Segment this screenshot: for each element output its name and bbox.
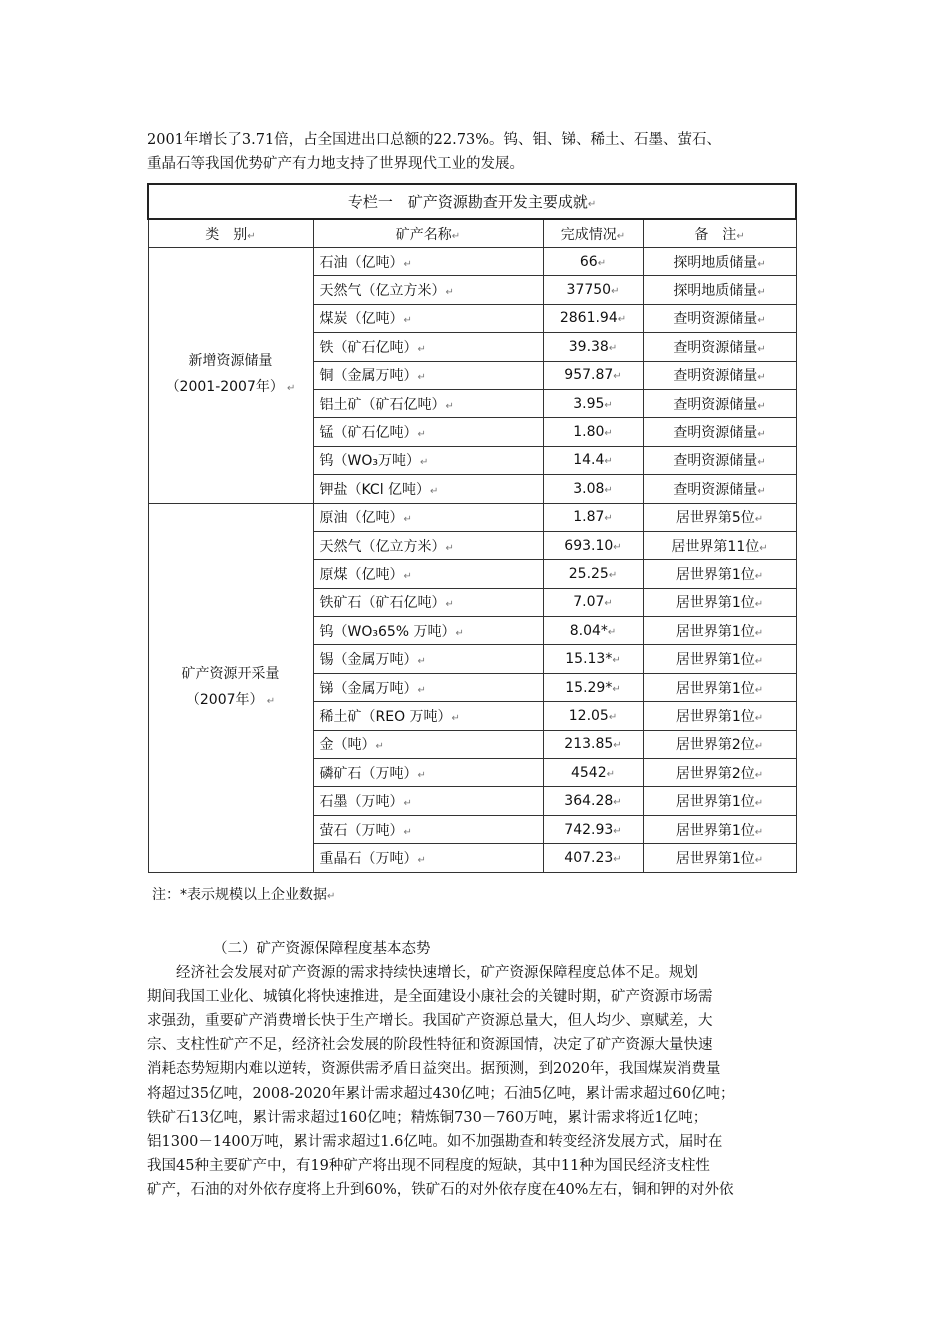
remark-text: 居世界第1位 bbox=[675, 680, 755, 697]
category-period: （2001-2007年） bbox=[165, 379, 284, 396]
completion-value bbox=[543, 673, 643, 701]
remark-text: 居世界第2位 bbox=[675, 737, 755, 754]
remark bbox=[643, 588, 796, 616]
mineral-name bbox=[313, 702, 543, 730]
paragraph-mark-icon: ↵ bbox=[417, 684, 426, 696]
paragraph-mark-icon: ↵ bbox=[403, 258, 412, 270]
remark bbox=[643, 418, 796, 446]
mineral-name bbox=[313, 304, 543, 332]
completion-value bbox=[543, 645, 643, 673]
table-title: 专栏一 矿产资源勘查开发主要成就↵ bbox=[148, 184, 796, 219]
paragraph-mark-icon: ↵ bbox=[613, 371, 622, 383]
paragraph-mark-icon: ↵ bbox=[608, 711, 618, 723]
completion-value-text: 37750 bbox=[566, 282, 612, 299]
remark-text: 查明资源储量 bbox=[673, 339, 758, 356]
mineral-name-text: 锡（金属万吨） bbox=[319, 652, 418, 669]
body-line: 经济社会发展对矿产资源的需求持续快速增长，矿产资源保障程度总体不足。规划 bbox=[147, 965, 698, 981]
mineral-name bbox=[313, 787, 543, 815]
paragraph-mark-icon: ↵ bbox=[375, 741, 384, 753]
remark-text: 查明资源储量 bbox=[673, 453, 758, 470]
completion-value bbox=[543, 730, 643, 758]
paragraph-mark-icon: ↵ bbox=[613, 853, 622, 865]
body-line: 铝1300－1400万吨，累计需求超过1.6亿吨。如不加强勘查和转变经济发展方式，届时在 bbox=[147, 1133, 723, 1150]
mineral-name bbox=[313, 730, 543, 758]
paragraph-mark-icon: ↵ bbox=[451, 712, 460, 724]
paragraph-mark-icon: ↵ bbox=[757, 258, 766, 270]
completion-value-text: 8.04* bbox=[569, 622, 608, 639]
completion-value-text: 39.38 bbox=[568, 338, 609, 355]
remark bbox=[643, 702, 796, 730]
completion-value bbox=[543, 276, 643, 304]
paragraph-mark-icon: ↵ bbox=[445, 287, 454, 299]
mineral-name bbox=[313, 531, 543, 559]
completion-value bbox=[543, 389, 643, 417]
paragraph-mark-icon: ↵ bbox=[403, 826, 412, 838]
table-row bbox=[148, 248, 796, 276]
completion-value bbox=[543, 588, 643, 616]
mineral-name-text: 铁（矿石亿吨） bbox=[319, 339, 418, 356]
mineral-name-text: 煤炭（亿吨） bbox=[319, 311, 404, 328]
remark bbox=[643, 475, 796, 503]
table-header-row bbox=[148, 219, 796, 248]
remark bbox=[643, 531, 796, 559]
remark bbox=[643, 333, 796, 361]
mineral-name-text: 天然气（亿立方米） bbox=[319, 538, 446, 555]
mineral-name-text: 萤石（万吨） bbox=[319, 822, 404, 839]
paragraph-mark-icon: ↵ bbox=[403, 798, 412, 810]
paragraph-mark-icon: ↵ bbox=[757, 485, 766, 497]
mineral-name-text: 天然气（亿立方米） bbox=[319, 283, 446, 300]
paragraph-mark-icon: ↵ bbox=[612, 683, 621, 695]
completion-value-text: 742.93 bbox=[564, 821, 614, 838]
mineral-name bbox=[313, 248, 543, 276]
paragraph-mark-icon: ↵ bbox=[754, 599, 764, 611]
paragraph-mark-icon: ↵ bbox=[612, 655, 621, 667]
remark-text: 居世界第2位 bbox=[675, 765, 755, 782]
paragraph-mark-icon: ↵ bbox=[417, 854, 426, 866]
completion-value-text: 66 bbox=[579, 253, 598, 270]
completion-value-text: 957.87 bbox=[564, 367, 614, 384]
paragraph-mark-icon: ↵ bbox=[417, 769, 426, 781]
paragraph-mark-icon: ↵ bbox=[417, 429, 426, 441]
mineral-name bbox=[313, 815, 543, 843]
paragraph-mark-icon: ↵ bbox=[754, 769, 764, 781]
paragraph-mark-icon: ↵ bbox=[430, 485, 439, 497]
paragraph-mark-icon: ↵ bbox=[617, 314, 627, 326]
completion-value-text: 364.28 bbox=[564, 793, 614, 810]
remark bbox=[643, 276, 796, 304]
completion-value-text: 2861.94 bbox=[559, 310, 618, 327]
mineral-name-text: 锑（金属万吨） bbox=[319, 680, 418, 697]
remark-text: 居世界第5位 bbox=[675, 510, 755, 527]
remark-text: 查明资源储量 bbox=[673, 396, 758, 413]
mineral-name bbox=[313, 588, 543, 616]
completion-value bbox=[543, 418, 643, 446]
completion-value-text: 213.85 bbox=[564, 736, 614, 753]
remark bbox=[643, 560, 796, 588]
paragraph-mark-icon: ↵ bbox=[757, 400, 766, 412]
paragraph-mark-icon: ↵ bbox=[754, 570, 764, 582]
mineral-name-text: 铜（金属万吨） bbox=[319, 368, 418, 385]
mineral-name bbox=[313, 446, 543, 474]
body-line: 铁矿石13亿吨，累计需求超过160亿吨；精炼铜730－760万吨，累计需求将近1亿吨； bbox=[147, 1109, 708, 1126]
remark bbox=[643, 787, 796, 815]
header-mineral-name: 矿产名称↵ bbox=[313, 219, 543, 248]
completion-value-text: 12.05 bbox=[568, 707, 609, 724]
paragraph-mark-icon: ↵ bbox=[613, 797, 622, 809]
completion-value-text: 693.10 bbox=[564, 537, 614, 554]
completion-value bbox=[543, 304, 643, 332]
completion-value-text: 15.29* bbox=[565, 679, 613, 696]
completion-value bbox=[543, 560, 643, 588]
paragraph-mark-icon: ↵ bbox=[613, 825, 622, 837]
remark bbox=[643, 759, 796, 787]
paragraph-mark-icon: ↵ bbox=[417, 372, 426, 384]
completion-value bbox=[543, 702, 643, 730]
intro-line-2: 重晶石等我国优势矿产有力地支持了世界现代工业的发展。 bbox=[147, 156, 524, 172]
remark-text: 查明资源储量 bbox=[673, 368, 758, 385]
mineral-name-text: 石油（亿吨） bbox=[319, 254, 404, 271]
paragraph-mark-icon: ↵ bbox=[403, 514, 412, 526]
table-row bbox=[148, 503, 796, 531]
remark bbox=[643, 446, 796, 474]
completion-value-text: 25.25 bbox=[568, 565, 609, 582]
intro-line-1: 2001年增长了3.71倍，占全国进出口总额的22.73%。钨、钼、锑、稀土、石墨、萤石、 bbox=[147, 132, 721, 148]
remark-text: 居世界第1位 bbox=[675, 794, 755, 811]
paragraph-mark-icon: ↵ bbox=[757, 315, 766, 327]
body-line: 宗、支柱性矿产不足，经济社会发展的阶段性特征和资源国情，决定了矿产资源大量快速 bbox=[147, 1037, 713, 1054]
remark bbox=[643, 248, 796, 276]
mineral-name-text: 钾盐（KCl 亿吨） bbox=[319, 481, 431, 498]
remark bbox=[643, 815, 796, 843]
paragraph-mark-icon: ↵ bbox=[613, 541, 622, 553]
mineral-name bbox=[313, 645, 543, 673]
mineral-name bbox=[313, 617, 543, 645]
paragraph-mark-icon: ↵ bbox=[754, 854, 764, 866]
mineral-name-text: 金（吨） bbox=[319, 737, 376, 754]
completion-value-text: 14.4 bbox=[573, 452, 605, 469]
body-line: 消耗态势短期内难以逆转，资源供需矛盾日益突出。据预测，到2020年，我国煤炭消费量 bbox=[147, 1061, 721, 1078]
remark-text: 居世界第1位 bbox=[675, 595, 755, 612]
completion-value-text: 1.87 bbox=[573, 509, 605, 526]
remark bbox=[643, 617, 796, 645]
paragraph-mark-icon: ↵ bbox=[754, 684, 764, 696]
mineral-name-text: 稀土矿（REO 万吨） bbox=[319, 708, 452, 725]
paragraph-mark-icon: ↵ bbox=[604, 484, 613, 496]
mineral-name-text: 钨（WO₃万吨） bbox=[319, 453, 420, 470]
mineral-name-text: 铝土矿（矿石亿吨） bbox=[319, 396, 446, 413]
paragraph-mark-icon: ↵ bbox=[417, 343, 426, 355]
remark-text: 居世界第1位 bbox=[675, 850, 755, 867]
body-line: 矿产，石油的对外依存度将上升到60%，铁矿石的对外依存度在40%左右，铜和钾的对外依 bbox=[147, 1181, 734, 1198]
mineral-name-text: 重晶石（万吨） bbox=[319, 850, 418, 867]
paragraph-mark-icon: ↵ bbox=[757, 343, 766, 355]
paragraph-mark-icon: ↵ bbox=[757, 429, 766, 441]
category-period-wrap bbox=[155, 374, 307, 402]
remark-text: 居世界第1位 bbox=[675, 623, 755, 640]
body-line: 求强劲，重要矿产消费增长快于生产增长。我国矿产资源总量大，但人均少、禀赋差，大 bbox=[147, 1013, 713, 1030]
paragraph-mark-icon: ↵ bbox=[754, 826, 764, 838]
completion-value bbox=[543, 617, 643, 645]
completion-value-text: 407.23 bbox=[564, 849, 614, 866]
paragraph-mark-icon: ↵ bbox=[445, 400, 454, 412]
remark-text: 居世界第1位 bbox=[675, 708, 755, 725]
paragraph-mark-icon: ↵ bbox=[613, 740, 622, 752]
remark bbox=[643, 673, 796, 701]
completion-value-text: 1.80 bbox=[573, 424, 605, 441]
category-cell bbox=[148, 248, 313, 504]
mineral-name bbox=[313, 503, 543, 531]
remark bbox=[643, 730, 796, 758]
paragraph-mark-icon: ↵ bbox=[263, 695, 276, 707]
paragraph-mark-icon: ↵ bbox=[606, 768, 616, 780]
completion-value-text: 4542 bbox=[570, 764, 607, 781]
paragraph-mark-icon: ↵ bbox=[754, 656, 764, 668]
completion-value bbox=[543, 815, 643, 843]
mineral-name-text: 原煤（亿吨） bbox=[319, 566, 404, 583]
paragraph-mark-icon: ↵ bbox=[757, 457, 766, 469]
paragraph-mark-icon: ↵ bbox=[754, 741, 764, 753]
category-period-wrap bbox=[155, 687, 307, 715]
header-completion: 完成情况↵ bbox=[543, 219, 643, 248]
paragraph-mark-icon: ↵ bbox=[604, 598, 613, 610]
completion-value bbox=[543, 333, 643, 361]
achievement-table bbox=[147, 183, 797, 873]
paragraph-mark-icon: ↵ bbox=[445, 599, 454, 611]
mineral-name bbox=[313, 560, 543, 588]
paragraph-mark-icon: ↵ bbox=[608, 569, 618, 581]
mineral-name bbox=[313, 673, 543, 701]
mineral-name-text: 原油（亿吨） bbox=[319, 510, 404, 527]
paragraph-mark-icon: ↵ bbox=[608, 342, 618, 354]
header-remarks: 备 注↵ bbox=[643, 219, 796, 248]
mineral-name-text: 磷矿石（万吨） bbox=[319, 765, 418, 782]
remark bbox=[643, 844, 796, 872]
remark bbox=[643, 304, 796, 332]
paragraph-mark-icon: ↵ bbox=[754, 798, 764, 810]
remark-text: 查明资源储量 bbox=[673, 311, 758, 328]
header-category: 类 别↵ bbox=[148, 219, 313, 248]
completion-value-text: 7.07 bbox=[573, 594, 605, 611]
achievement-table-wrapper bbox=[147, 183, 795, 873]
mineral-name-text: 铁矿石（矿石亿吨） bbox=[319, 595, 446, 612]
mineral-name bbox=[313, 389, 543, 417]
remark-text: 查明资源储量 bbox=[673, 425, 758, 442]
mineral-name bbox=[313, 844, 543, 872]
mineral-name bbox=[313, 276, 543, 304]
mineral-name bbox=[313, 475, 543, 503]
body-line: 期间我国工业化、城镇化将快速推进，是全面建设小康社会的关键时期，矿产资源市场需 bbox=[147, 989, 713, 1006]
paragraph-mark-icon: ↵ bbox=[757, 372, 766, 384]
paragraph-mark-icon: ↵ bbox=[403, 570, 412, 582]
paragraph-mark-icon: ↵ bbox=[417, 656, 426, 668]
paragraph-mark-icon: ↵ bbox=[754, 627, 764, 639]
paragraph-mark-icon: ↵ bbox=[759, 542, 768, 554]
table-footnote: 注：*表示规模以上企业数据↵ bbox=[152, 887, 336, 903]
remark bbox=[643, 361, 796, 389]
remark-text: 居世界第1位 bbox=[675, 566, 755, 583]
paragraph-mark-icon: ↵ bbox=[604, 428, 613, 440]
remark-text: 居世界第1位 bbox=[675, 822, 755, 839]
paragraph-mark-icon: ↵ bbox=[445, 542, 454, 554]
paragraph-mark-icon: ↵ bbox=[604, 456, 613, 468]
paragraph-mark-icon: ↵ bbox=[604, 513, 613, 525]
section-heading: （二）矿产资源保障程度基本态势 bbox=[213, 941, 431, 957]
body-line: 我国45种主要矿产中，有19种矿产将出现不同程度的短缺，其中11种为国民经济支柱性 bbox=[147, 1157, 710, 1174]
completion-value bbox=[543, 361, 643, 389]
completion-value bbox=[543, 446, 643, 474]
remark-text: 查明资源储量 bbox=[673, 481, 758, 498]
completion-value bbox=[543, 503, 643, 531]
completion-value bbox=[543, 475, 643, 503]
completion-value-text: 15.13* bbox=[565, 651, 613, 668]
paragraph-mark-icon: ↵ bbox=[754, 514, 764, 526]
category-cell bbox=[148, 503, 313, 872]
mineral-name bbox=[313, 759, 543, 787]
completion-value bbox=[543, 531, 643, 559]
paragraph-mark-icon: ↵ bbox=[455, 627, 464, 639]
remark bbox=[643, 645, 796, 673]
remark-text: 居世界第1位 bbox=[675, 652, 755, 669]
paragraph-mark-icon: ↵ bbox=[607, 626, 617, 638]
mineral-name-text: 石墨（万吨） bbox=[319, 794, 404, 811]
mineral-name bbox=[313, 333, 543, 361]
paragraph-mark-icon: ↵ bbox=[419, 457, 429, 469]
completion-value-text: 3.95 bbox=[573, 395, 605, 412]
mineral-name bbox=[313, 361, 543, 389]
remark bbox=[643, 503, 796, 531]
remark bbox=[643, 389, 796, 417]
mineral-name-text: 锰（矿石亿吨） bbox=[319, 425, 418, 442]
paragraph-mark-icon: ↵ bbox=[611, 286, 620, 298]
remark-text: 探明地质储量 bbox=[673, 254, 758, 271]
completion-value bbox=[543, 759, 643, 787]
completion-value-text: 3.08 bbox=[573, 480, 605, 497]
completion-value bbox=[543, 844, 643, 872]
paragraph-mark-icon: ↵ bbox=[757, 287, 766, 299]
remark-text: 探明地质储量 bbox=[673, 283, 758, 300]
paragraph-mark-icon: ↵ bbox=[604, 399, 613, 411]
mineral-name-text: 钨（WO₃65% 万吨） bbox=[319, 623, 456, 640]
category-period: （2007年） bbox=[185, 691, 264, 708]
completion-value bbox=[543, 787, 643, 815]
completion-value bbox=[543, 248, 643, 276]
remark-text: 居世界第11位 bbox=[671, 538, 760, 555]
paragraph-mark-icon: ↵ bbox=[283, 383, 296, 395]
category-title: 矿产资源开采量 bbox=[181, 665, 280, 682]
category-title: 新增资源储量 bbox=[188, 353, 273, 370]
mineral-name bbox=[313, 418, 543, 446]
paragraph-mark-icon: ↵ bbox=[403, 315, 412, 327]
paragraph-mark-icon: ↵ bbox=[754, 712, 764, 724]
body-line: 将超过35亿吨，2008-2020年累计需求超过430亿吨；石油5亿吨，累计需求超过60亿吨； bbox=[147, 1085, 735, 1102]
paragraph-mark-icon: ↵ bbox=[597, 257, 607, 269]
